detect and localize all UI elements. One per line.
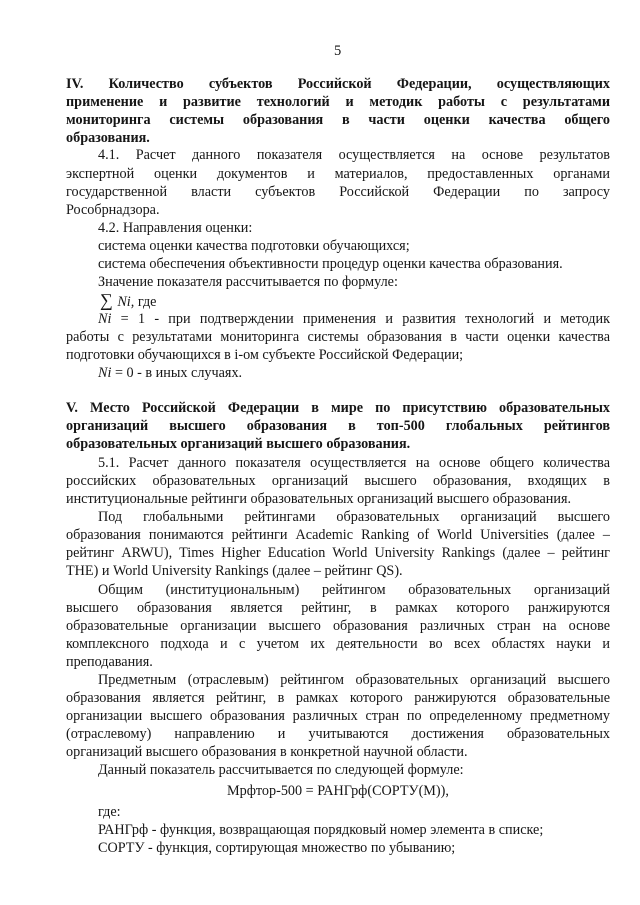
text-line: РАНГрф - функция, возвращающая порядковый номер элемента в списке; bbox=[98, 822, 544, 838]
text-line: рейтинг ARWU), Times Higher Education World University Rankings (далее – рейтинг bbox=[66, 545, 610, 561]
page-number: 5 bbox=[334, 43, 342, 59]
text-line: образовательные организации высшего образования различных стран на основе bbox=[66, 618, 610, 634]
text-line: Ni = 0 - в иных случаях. bbox=[98, 365, 243, 381]
text-line: государственной власти субъектов Российской Федерации по запросу bbox=[66, 184, 610, 200]
text-line: организаций высшего образования в конкретной научной области. bbox=[66, 744, 468, 760]
text-line: 4.2. Направления оценки: bbox=[98, 220, 253, 236]
text-line: THE) и World University Rankings (далее – рейтинг QS). bbox=[66, 563, 403, 579]
text-line: V. Место Российской Федерации в мире по присутствию образовательных bbox=[66, 400, 610, 416]
text-line: образования понимаются рейтинги Academic Ranking of World Universities (далее – bbox=[66, 527, 610, 543]
text-line: Рособрнадзора. bbox=[66, 202, 160, 218]
text-line: 5.1. Расчет данного показателя осуществляется на основе общего количества bbox=[98, 455, 610, 471]
text-line: российских образовательных организаций высшего образования, входящих в bbox=[66, 473, 610, 489]
text-line: Предметным (отраслевым) рейтингом образовательных организаций высшего bbox=[98, 672, 610, 688]
text-line: Данный показатель рассчитывается по следующей формуле: bbox=[98, 762, 464, 778]
text-line: Мрфтор-500 = РАНГрф(СОРТУ(М)), bbox=[227, 783, 449, 799]
text-line: ∑ Ni, где bbox=[100, 290, 157, 310]
text-line: образования является рейтинг, в рамках которого ранжируются образовательные bbox=[66, 690, 610, 706]
text-line: высшего образования является рейтинг, в рамках которого ранжируются bbox=[66, 600, 610, 616]
text-line: мониторинга системы образования в части оценки качества общего bbox=[66, 112, 610, 128]
text-line: (отраслевому) направлению и учитываются достижения образовательных bbox=[66, 726, 610, 742]
text-line: подготовки обучающихся в i-ом субъекте Российской Федерации; bbox=[66, 347, 464, 363]
text-line: образовательных организаций высшего образования. bbox=[66, 436, 411, 452]
text-line: Ni = 1 - при подтверждении применения и развития технологий и методик bbox=[98, 311, 610, 327]
text-line: работы с результатами мониторинга системы образования в части оценки качества bbox=[66, 329, 610, 345]
text-line: экспертной оценки документов и материалов, предоставленных органами bbox=[66, 166, 610, 182]
text-line: комплексного подхода и с учетом их деятельности во всех областях науки и bbox=[66, 636, 610, 652]
text-line: 4.1. Расчет данного показателя осуществляется на основе результатов bbox=[98, 147, 610, 163]
text-line: Общим (институциональным) рейтингом образовательных организаций bbox=[98, 582, 610, 598]
text-line: организаций высшего образования в топ-500 глобальных рейтингов bbox=[66, 418, 610, 434]
text-line: образования. bbox=[66, 130, 150, 146]
text-line: СОРТУ - функция, сортирующая множество по убыванию; bbox=[98, 840, 456, 856]
text-line: Значение показателя рассчитывается по формуле: bbox=[98, 274, 398, 290]
text-line: преподавания. bbox=[66, 654, 153, 670]
text-line: IV. Количество субъектов Российской Федерации, осуществляющих bbox=[66, 76, 610, 92]
text-line: система оценки качества подготовки обучающихся; bbox=[98, 238, 410, 254]
text-line: применение и развитие технологий и методик работы с результатами bbox=[66, 94, 610, 110]
text-line: институциональные рейтинги образовательных организаций высшего образования. bbox=[66, 491, 572, 507]
text-line: Под глобальными рейтингами образовательных организаций высшего bbox=[98, 509, 610, 525]
text-line: система обеспечения объективности процедур оценки качества образования. bbox=[98, 256, 563, 272]
text-line: где: bbox=[98, 804, 121, 820]
text-line: организации высшего образования различных стран по определенному предметному bbox=[66, 708, 610, 724]
